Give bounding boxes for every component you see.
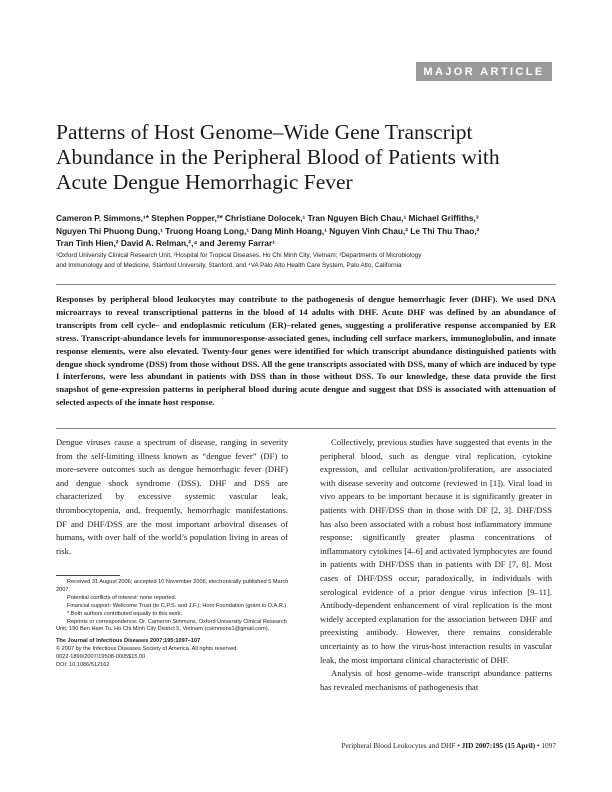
footnote-support: Financial support: Wellcome Trust (to C.P.S. and J.F.); Horn Foundation (grant to D.A.R.). (67, 602, 288, 609)
footnote-rule (56, 575, 120, 576)
authors-line: Nguyen Thi Phuong Dung,¹ Truong Hoang Long,¹ Dang Minh Hoang,¹ Nguyen Vinh Chau,² Le Thi Thu Thao,² (56, 225, 480, 236)
author-list (56, 212, 556, 250)
doi: DOI: 10.1086/512162 (56, 662, 110, 669)
body-paragraph: Analysis of host genome–wide transcript abundance patterns has revealed mechanisms of pathogenesis that (320, 668, 552, 692)
authors-line: Tran Tinh Hien,² David A. Relman,²,⁴ and Jeremy Farrar¹ (56, 238, 275, 248)
article-type-banner: MAJOR ARTICLE (416, 62, 552, 81)
body-paragraph: Collectively, previous studies have suggested that events in the peripheral blood, such as dengue viral replication, cytokine expression, and cellular activation/proliferation, are associated with disease severity and outcome (reviewed in [1]). Viral load in vivo appears to be important because it is significantly greater in patients with DHF/DSS than in those with DF [2, 3]. DHF/DSS has also been associated with a robust host inflammatory immune response; significantly greater plasma concentrations of inflammatory cytokines [4–6] and activated lymphocytes are found in patients with DHF/DSS than in patients with DF [7, 8]. Most cases of DHF/DSS occur, paradoxically, in individuals with serological evidence of a prior dengue virus infection [9–11]. Antibody-dependent enhancement of viral replication is the most widely accepted explanation for the association between DHF and preexisting antibody. However, there remains considerable uncertainty as to how the virus-host interaction results in vascular leak, the most important clinical characteristic of DHF. (320, 437, 552, 665)
abstract-top-rule (56, 284, 556, 285)
footer-bullet: • (457, 741, 460, 750)
running-title: Peripheral Blood Leukocytes and DHF (341, 741, 456, 750)
page-number: 1097 (541, 741, 556, 750)
journal-citation: The Journal of Infectious Diseases 2007;195:1097–107 (56, 638, 201, 645)
footnote-conflicts: Potential conflicts of interest: none reported. (67, 594, 177, 601)
body-column-left (56, 436, 288, 558)
body-column-right (320, 436, 552, 694)
footer-bullet: • (537, 741, 540, 750)
footnote-reprints: Reprints or correspondence: Dr. Cameron Simmons, Oxford University Clinical Research Unit, 190 Ben Ham Tu, Ho Chi Minh City District 5, Vietnam (csimmons1@gmail.com). (56, 618, 287, 633)
footnotes (56, 579, 296, 670)
running-footer (250, 741, 556, 750)
affiliation-line: ¹Oxford University Clinical Research Unit, ²Hospital for Tropical Diseases, Ho Chi Minh City, Vietnam; ³Departments of Microbiology (56, 252, 422, 259)
copyright: © 2007 by the Infectious Diseases Society of America. All rights reserved. (56, 646, 238, 653)
journal-issue: JID 2007:195 (15 April) (461, 741, 536, 750)
authors-line: Cameron P. Simmons,¹* Stephen Popper,²* Christiane Dolocek,¹ Tran Nguyen Bich Chau,¹ Michael Griffiths,³ (56, 213, 479, 223)
issn: 0022-1899/2007/19508-0005$15.00 (56, 654, 146, 661)
body-paragraph: Dengue viruses cause a spectrum of disease, ranging in severity from the self-limiting illness known as “dengue fever” (DF) to more-severe outcomes such as dengue hemorrhagic fever (DHF) and dengue shock syndrome (DSS). DHF and DSS are characterized by excessive systemic vascular leak, thrombocytopenia, and, frequently, hemorrhagic manifestations. DF and DHF/DSS are the most important arboviral diseases of humans, with over half of the world’s population living in areas of risk. (56, 437, 288, 556)
footnote-received: Received 31 August 2006; accepted 10 November 2006; electronically published 5 March 2007. (56, 579, 289, 593)
footnote-equal-contribution: * Both authors contributed equally to this work. (67, 610, 183, 617)
abstract-bottom-rule (56, 428, 556, 429)
article-title: Patterns of Host Genome–Wide Gene Transcript Abundance in the Peripheral Blood of Patients with Acute Dengue Hemorrhagic Fever (56, 120, 500, 194)
affiliations (56, 251, 556, 270)
abstract: Responses by peripheral blood leukocytes may contribute to the pathogenesis of dengue hemorrhagic fever (DHF). We used DNA microarrays to reveal transcriptional patterns in the blood of 14 adults with DHF. Acute DHF was defined by an abundance of transcripts from cell cycle– and endoplasmic reticulum (ER)–related genes, suggesting a proliferative response accompanied by ER stress. Transcript-abundance levels for immunoresponse-associated genes, including cell surface markers, immunoglobulin, and innate response elements, were also elevated. Twenty-four genes were identified for which transcript abundance distinguished patients with dengue shock syndrome (DSS) from those without DSS. All the gene transcripts associated with DSS, many of which are induced by type I interferons, were less abundant in patients with DSS than in those without DSS. To our knowledge, these data provide the first snapshot of gene-expression patterns in peripheral blood during acute dengue and suggest that DSS is associated with attenuation of selected aspects of the innate host response. (56, 294, 556, 408)
affiliation-line: and Immunology and of Medicine, Stanford University, Stanford, and ⁴VA Palo Alto Health Care System, Palo Alto, California (56, 261, 402, 269)
